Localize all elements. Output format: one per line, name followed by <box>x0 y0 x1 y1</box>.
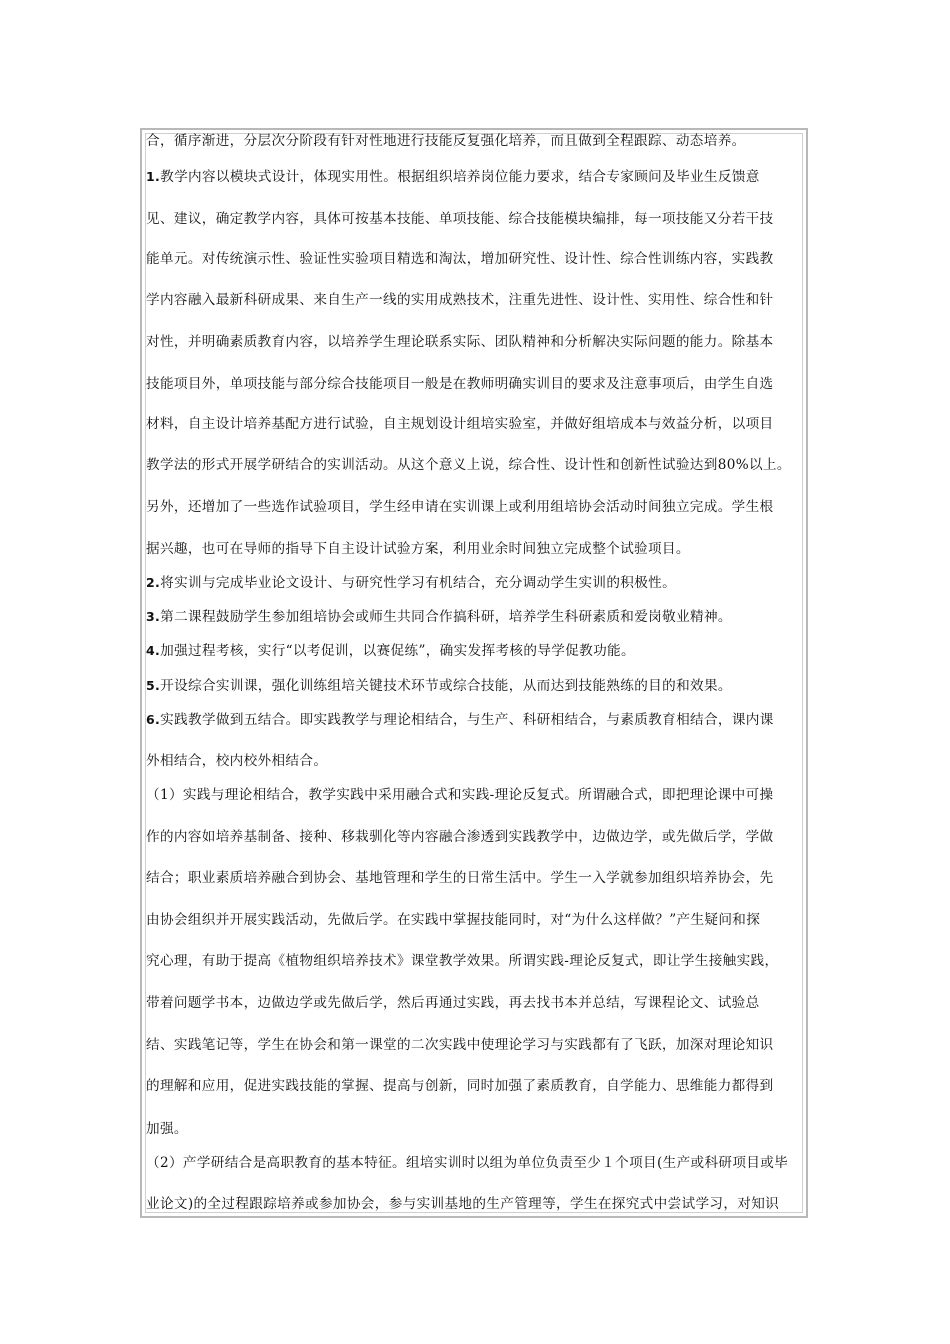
text-line: 教学法的形式开展学研结合的实训活动。从这个意义上说，综合性、设计性和创新性试验达到80%以上。 <box>146 457 791 473</box>
text-line: 业论文)的全过程跟踪培养或参加协会，参与实训基地的生产管理等，学生在探究式中尝试学习，对知识 <box>146 1196 780 1212</box>
text-line: 另外，还增加了一些选作试验项目，学生经申请在实训课上或利用组培协会活动时间独立完成。学生根 <box>146 499 774 515</box>
text-line: 结、实践笔记等，学生在协会和第一课堂的二次实践中使理论学习与实践都有了飞跃，加深对理论知识 <box>146 1037 774 1053</box>
text-line: 由协会组织并开展实践活动，先做后学。在实践中掌握技能同时，对“为什么这样做？”产生疑问和探 <box>146 912 761 928</box>
list-number: 1. <box>146 169 161 184</box>
text-line: 能单元。对传统演示性、验证性实验项目精选和淘汰，增加研究性、设计性、综合性训练内容，实践教 <box>146 251 774 267</box>
text-line: 带着问题学书本，边做边学或先做后学，然后再通过实践，再去找书本并总结，写课程论文、试验总 <box>146 995 760 1011</box>
list-number: 2. <box>146 575 161 590</box>
list-item-6: 6.实践教学做到五结合。即实践教学与理论相结合，与生产、科研相结合，与素质教育相结合，课内课 <box>146 712 774 728</box>
text-line: 加强。 <box>146 1121 188 1137</box>
list-item-3: 3.第二课程鼓励学生参加组培协会或师生共同合作搞科研，培养学生科研素质和爱岗敬业精神。 <box>146 609 732 625</box>
list-item-4: 4.加强过程考核，实行“以考促训，以赛促练”，确实发挥考核的导学促教功能。 <box>146 643 635 659</box>
list-item-2: 2.将实训与完成毕业论文设计、与研究性学习有机结合，充分调动学生实训的积极性。 <box>146 575 677 591</box>
text-line: 究心理，有助于提高《植物组织培养技术》课堂教学效果。所谓实践-理论反复式，即让学生接触实践， <box>146 953 779 969</box>
text-line: 外相结合，校内校外相结合。 <box>146 753 328 769</box>
text-line: 见、建议，确定教学内容，具体可按基本技能、单项技能、综合技能模块编排，每一项技能又分若干技 <box>146 211 774 227</box>
text-line: 作的内容如培养基制备、接种、移栽驯化等内容融合渗透到实践教学中，边做边学，或先做后学，学做 <box>146 829 774 845</box>
list-number: 4. <box>146 643 161 658</box>
text-line: 据兴趣，也可在导师的指导下自主设计试验方案，利用业余时间独立完成整个试验项目。 <box>146 541 690 557</box>
list-item-1: 1.教学内容以模块式设计，体现实用性。根据组织培养岗位能力要求，结合专家顾问及毕业生反馈意 <box>146 169 760 185</box>
list-number: 3. <box>146 609 161 624</box>
list-number: 6. <box>146 712 161 727</box>
text-line: 合，循序渐进，分层次分阶段有针对性地进行技能反复强化培养，而且做到全程跟踪、动态培养。 <box>146 133 746 149</box>
text-line: 学内容融入最新科研成果、来自生产一线的实用成熟技术，注重先进性、设计性、实用性、综合性和针 <box>146 292 774 308</box>
text-line: （2）产学研结合是高职教育的基本特征。组培实训时以组为单位负责至少１个项目(生产或科研项目或毕 <box>146 1155 789 1171</box>
text-line: （1）实践与理论相结合，教学实践中采用融合式和实践-理论反复式。所谓融合式，即把理论课中可操 <box>146 787 774 803</box>
text-line: 对性，并明确素质教育内容，以培养学生理论联系实际、团队精神和分析解决实际问题的能力。除基本 <box>146 334 774 350</box>
text-line: 结合；职业素质培养融合到协会、基地管理和学生的日常生活中。学生一入学就参加组织培养协会，先 <box>146 870 774 886</box>
list-item-5: 5.开设综合实训课，强化训练组培关键技术环节或综合技能，从而达到技能熟练的目的和效果。 <box>146 678 732 694</box>
text-line: 技能项目外，单项技能与部分综合技能项目一般是在教师明确实训目的要求及注意事项后，由学生自选 <box>146 376 774 392</box>
list-number: 5. <box>146 678 161 693</box>
text-line: 材料，自主设计培养基配方进行试验，自主规划设计组培实验室，并做好组培成本与效益分析，以项目 <box>146 416 774 432</box>
text-line: 的理解和应用，促进实践技能的掌握、提高与创新，同时加强了素质教育，自学能力、思维能力都得到 <box>146 1078 774 1094</box>
